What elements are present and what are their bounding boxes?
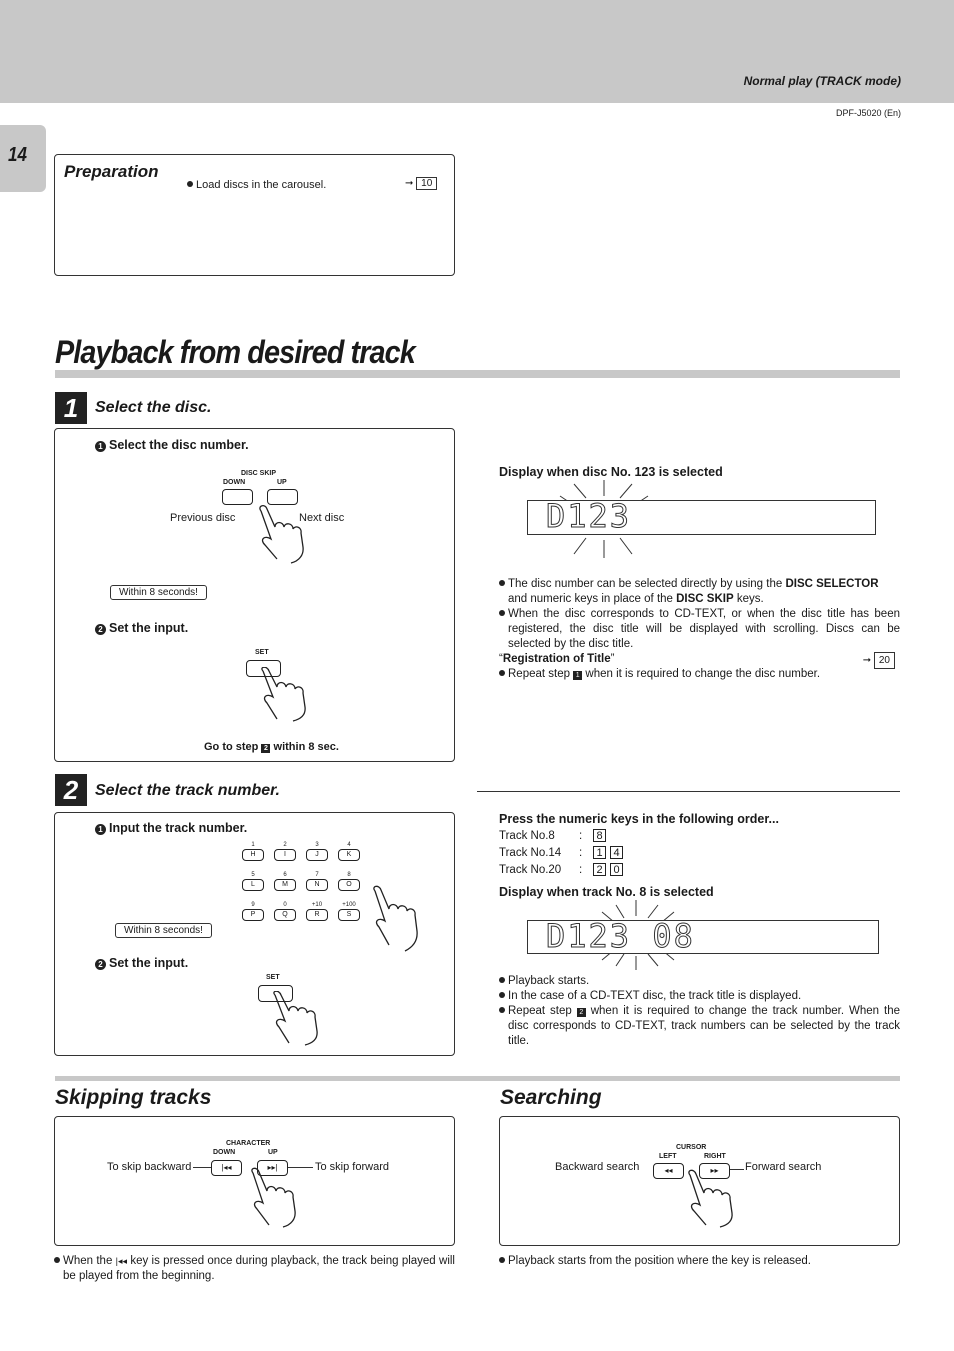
n1: Playback starts. [508,975,590,987]
note-a: When the [63,1255,116,1267]
skipping-box [54,1116,455,1246]
hand-pointer-icon [255,667,315,723]
key-letter[interactable]: P [242,909,264,921]
page-number: 14 [8,144,27,166]
hand-pointer-icon [253,503,313,565]
skip-back-icon: |◂◂ [115,1256,128,1266]
main-title: Playback from desired track [55,334,415,370]
track-display-heading: Display when track No. 8 is selected [499,885,714,899]
book-ref-icon: 20 [874,652,895,669]
numeric-key-7[interactable] [337,871,361,891]
key-letter[interactable]: S [338,909,360,921]
numeric-key-4[interactable] [241,871,265,891]
skip-back-button[interactable]: |◂◂ [211,1160,242,1176]
disc-skip-label: DISC SKIP [241,470,277,477]
numeric-key-8[interactable] [241,901,265,921]
section-rule [55,1076,900,1081]
preparation-box [54,154,455,276]
character-label: CHARACTER [226,1140,271,1147]
note-1-cont [499,592,900,607]
left-label: LEFT [659,1153,677,1160]
down-label: DOWN [213,1149,236,1156]
step-2-badge: 2 [55,774,87,806]
step-number-icon: 2 [261,744,270,753]
previous-disc-label: Previous disc [170,512,236,524]
note-1 [499,974,900,989]
bullet-icon [187,181,193,187]
key-letter[interactable]: R [306,909,328,921]
sub1-text: Select the disc number. [109,438,249,452]
bullet-icon [54,1257,60,1263]
n1b: DISC SELECTOR [785,578,879,590]
bullet-icon [499,1257,505,1263]
bullet-icon [499,610,505,616]
track-order-row [499,863,623,876]
preparation-item [187,179,326,191]
note-2 [499,989,900,1004]
key-number-label: 5 [251,872,255,878]
track-label: Track No.20 [499,864,562,876]
n1c: and numeric keys in place of the [508,593,677,605]
key-number-label: +10 [311,902,323,908]
track-sep: : [579,830,583,842]
step-number-icon: 1 [573,671,582,680]
numeric-key-box: 4 [610,846,623,859]
sub2-text: Set the input. [109,956,189,970]
circle-number-icon: 2 [95,624,106,635]
step-number-icon: 2 [577,1008,586,1017]
set-label: SET [255,649,269,656]
key-letter[interactable]: L [242,879,264,891]
book-ref-icon: 10 [416,177,437,190]
step-1-heading: Select the disc. [95,399,212,416]
note-3 [499,667,900,682]
bullet-icon [499,580,505,586]
step-1-sub1 [95,438,249,452]
step-1-badge: 1 [55,392,87,424]
step-2-sub1 [95,821,247,835]
section-title: Normal play (TRACK mode) [743,74,901,88]
arrow-right-icon: ➞ [405,178,414,189]
numeric-key-2[interactable] [305,841,329,861]
key-letter[interactable]: O [338,879,360,891]
set-label: SET [266,974,280,981]
key-number-label: 0 [283,902,287,908]
step-2-sub2 [95,956,188,970]
numeric-key-box: 8 [593,829,606,842]
track-lcd-display [527,917,879,955]
n3a: Repeat step [508,1005,577,1017]
skipping-note [54,1254,455,1284]
preparation-item-text: Load discs in the carousel. [196,179,327,191]
track-order-row [499,846,623,859]
key-number-label: +100 [342,902,356,908]
key-number-label: 9 [251,902,255,908]
track-sep: : [579,847,583,859]
note-1 [499,577,900,592]
sub2-text: Set the input. [109,621,189,635]
goto-pre: Go to step [204,741,259,753]
key-number-label: 2 [283,842,287,848]
track-label: Track No.8 [499,830,555,842]
quote-close: ” [610,653,615,665]
track-lcd-text: D123 08 [546,917,695,955]
disc-display-heading: Display when disc No. 123 is selected [499,465,723,479]
numeric-key-5[interactable] [273,871,297,891]
next-disc-label: Next disc [299,512,345,524]
up-label: UP [268,1149,278,1156]
track-sep: : [579,864,583,876]
forward-search-label: Forward search [745,1161,822,1173]
bullet-icon [499,670,505,676]
bullet-icon [499,992,505,998]
key-letter[interactable]: H [242,849,264,861]
note-2-ref [499,652,900,667]
up-label: UP [277,479,287,486]
key-letter[interactable]: K [338,849,360,861]
searching-box [499,1116,900,1246]
track-label: Track No.14 [499,847,562,859]
within-8-seconds-callout: Within 8 seconds! [110,585,207,600]
circle-number-icon: 1 [95,824,106,835]
note-text: Playback starts from the position where the key is released. [508,1255,811,1267]
n1d: DISC SKIP [676,593,734,605]
page-ref [405,177,437,190]
leader-line [193,1167,211,1168]
search-forward-button[interactable]: ▸▸ [699,1163,730,1179]
key-letter[interactable]: M [274,879,296,891]
step-2-heading: Select the track number. [95,782,280,799]
searching-note [499,1254,900,1269]
right-label: RIGHT [704,1153,726,1160]
step-1-sub2 [95,621,188,635]
note-b: key is pressed once during playback, the track being played will be played from the beginning. [63,1255,455,1282]
bullet-icon [499,1007,505,1013]
disc-lcd-text: D123 [546,497,632,535]
step-1-box [54,428,455,762]
step-1-notes [499,577,900,682]
n2: When the disc corresponds to CD-TEXT, or when the disc title has been registered, the disc title will be displayed with scrolling. Discs can be selected by the disc title. [508,608,900,650]
key-number-label: 7 [315,872,319,878]
n1a: The disc number can be selected directly by using the [508,578,786,590]
key-letter[interactable]: Q [274,909,296,921]
numeric-key-box: 1 [593,846,606,859]
numeric-key-0[interactable] [241,841,265,861]
numeric-key-10[interactable] [305,901,329,921]
ref-label: Registration of Title [502,653,611,665]
disc-lcd-display [527,497,876,535]
circle-number-icon: 1 [95,441,106,452]
hand-pointer-icon [267,991,327,1047]
step-2-notes [499,974,900,1049]
skipping-heading: Skipping tracks [55,1086,212,1109]
numeric-key-9[interactable] [273,901,297,921]
arrow-right-icon: ➞ [862,655,872,666]
within-8-seconds-callout: Within 8 seconds! [115,923,212,938]
searching-heading: Searching [500,1086,602,1109]
key-number-label: 1 [251,842,255,848]
model-number: DPF-J5020 (En) [835,108,901,118]
numeric-key-box: 0 [610,863,623,876]
hand-pointer-icon [245,1167,305,1229]
bullet-icon [499,977,505,983]
step-2-box [54,812,455,1056]
numeric-key-1[interactable] [273,841,297,861]
key-letter[interactable]: I [274,849,296,861]
skip-forward-label: To skip forward [315,1161,389,1173]
n3a: Repeat step [508,668,574,680]
track-order-row [499,829,606,842]
numeric-key-11[interactable] [337,901,361,921]
quote-open: “ [499,653,503,665]
n3b: when it is required to change the disc number. [582,668,821,680]
order-heading: Press the numeric keys in the following order... [499,812,779,826]
skip-backward-label: To skip backward [107,1161,192,1173]
skip-forward-button[interactable]: ▸▸| [257,1160,288,1176]
circle-number-icon: 2 [95,959,106,970]
key-number-label: 8 [347,872,351,878]
numeric-key-6[interactable] [305,871,329,891]
divider [477,791,900,792]
backward-search-label: Backward search [555,1161,640,1173]
hand-pointer-icon [369,885,425,953]
search-backward-button[interactable]: ◂◂ [653,1163,684,1179]
numeric-key-box: 2 [593,863,606,876]
key-letter[interactable]: J [306,849,328,861]
note-3 [499,1004,900,1049]
sub1-text: Input the track number. [109,821,248,835]
n1e: keys. [733,593,764,605]
cursor-label: CURSOR [676,1144,707,1151]
numeric-key-3[interactable] [337,841,361,861]
key-number-label: 4 [347,842,351,848]
key-number-label: 6 [283,872,287,878]
down-label: DOWN [223,479,246,486]
hand-pointer-icon [682,1169,742,1229]
disc-skip-down-button[interactable] [222,489,253,505]
n2: In the case of a CD-TEXT disc, the track title is displayed. [508,990,802,1002]
key-letter[interactable]: N [306,879,328,891]
ref-20 [863,652,895,669]
n3b: when it is required to change the track number. When the disc corresponds to CD-TEXT, track numbers can be selected by the track title. [508,1005,900,1047]
goto-step-text [204,741,339,753]
preparation-heading: Preparation [64,162,159,181]
title-rule [55,370,900,378]
note-2 [499,607,900,652]
goto-post: within 8 sec. [273,741,339,753]
key-number-label: 3 [315,842,319,848]
